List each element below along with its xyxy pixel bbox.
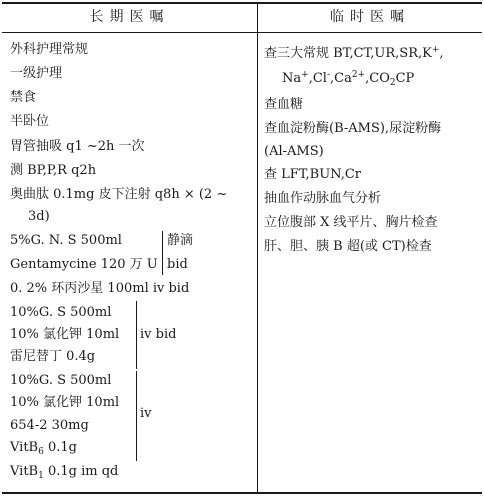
group3-route: iv <box>140 406 152 421</box>
na-charge: + <box>301 70 309 80</box>
order-octreotide: 奥曲肽 0.1mg 皮下注射 q8h × (2 ~ <box>10 187 228 202</box>
group1-line2: Gentamycine 120 万 U <box>10 257 158 272</box>
temp-order-blood-glucose: 查血糖 <box>264 97 304 112</box>
vitb6-dose: 0.1g <box>43 440 77 455</box>
group2-route: iv bid <box>140 327 177 342</box>
group1-route: 静滴 <box>167 233 194 248</box>
order-gastric-suction: 胃管抽吸 q1 ~2h 一次 <box>10 139 145 154</box>
order-nursing-routine: 外科护理常规 <box>10 42 89 57</box>
ca-charge: 2+ <box>351 70 366 80</box>
long-term-orders-header: 长期医嘱 <box>89 9 170 25</box>
temp-order-ultrasound: 肝、胆、胰 B 超(或 CT)检查 <box>264 239 432 254</box>
temp-order-xray: 立位腹部 X 线平片、胸片检查 <box>264 215 438 230</box>
column-divider <box>257 2 258 494</box>
co2-sub: 2 <box>389 78 396 88</box>
co2-text: ,CO <box>365 71 390 86</box>
vitb1-base: VitB <box>10 464 39 479</box>
na-text: Na <box>282 71 302 86</box>
group2-bracket <box>136 301 137 369</box>
group3-line2: 10% 氯化钾 10ml <box>10 395 120 410</box>
group3-bracket <box>136 371 137 461</box>
group1-line1: 5%G. N. S 500ml <box>10 233 122 248</box>
routine-tests-text: 查三大常规 BT,CT,UR,SR,K <box>264 46 432 61</box>
temp-order-electrolytes <box>282 67 414 91</box>
order-vitals: 测 BP,P,R q2h <box>10 163 97 178</box>
ca-text: ,Ca <box>329 71 352 86</box>
medical-orders-table <box>2 2 482 494</box>
temp-order-blood-gas: 抽血作动脉血气分析 <box>264 191 382 206</box>
order-position: 半卧位 <box>10 114 50 129</box>
group3-line4 <box>10 440 77 460</box>
order-octreotide-cont: 3d) <box>28 209 50 224</box>
vitb6-base: VitB <box>10 440 39 455</box>
temp-order-amylase: 查血淀粉酶(B-AMS),尿淀粉酶 <box>264 121 442 136</box>
vitb6-sub: 6 <box>38 447 44 457</box>
group2-line2: 10% 氯化钾 10ml <box>10 327 120 342</box>
group2-line3: 雷尼替丁 0.4g <box>10 349 96 364</box>
temp-order-amylase-cont: (Al-AMS) <box>264 144 324 159</box>
group3-line3: 654-2 30mg <box>10 418 89 433</box>
group2-line1: 10%G. S 500ml <box>10 305 112 320</box>
group1-bracket <box>162 231 163 275</box>
routine-tests-comma: , <box>439 46 444 61</box>
order-nursing-level: 一级护理 <box>10 66 63 81</box>
header-rule <box>2 32 482 33</box>
vitb1-dose: 0.1g im qd <box>43 464 119 479</box>
cl-charge: - <box>326 70 330 80</box>
order-fasting: 禁食 <box>10 90 37 105</box>
order-vitb1 <box>10 464 118 484</box>
group3-line1: 10%G. S 500ml <box>10 373 112 388</box>
temporary-orders-header: 临时医嘱 <box>330 9 410 25</box>
cl-text: ,Cl <box>308 71 327 86</box>
table-bottom-rule <box>2 492 482 494</box>
cp-text: CP <box>395 71 415 86</box>
vitb1-sub: 1 <box>38 471 44 481</box>
k-charge: + <box>431 45 440 55</box>
group1-frequency: bid <box>167 257 188 272</box>
order-ciprofloxacin: 0. 2% 环丙沙星 100ml iv bid <box>10 281 190 296</box>
temp-order-liver-kidney: 查 LFT,BUN,Cr <box>264 167 362 182</box>
temp-order-routine-tests <box>264 42 444 62</box>
